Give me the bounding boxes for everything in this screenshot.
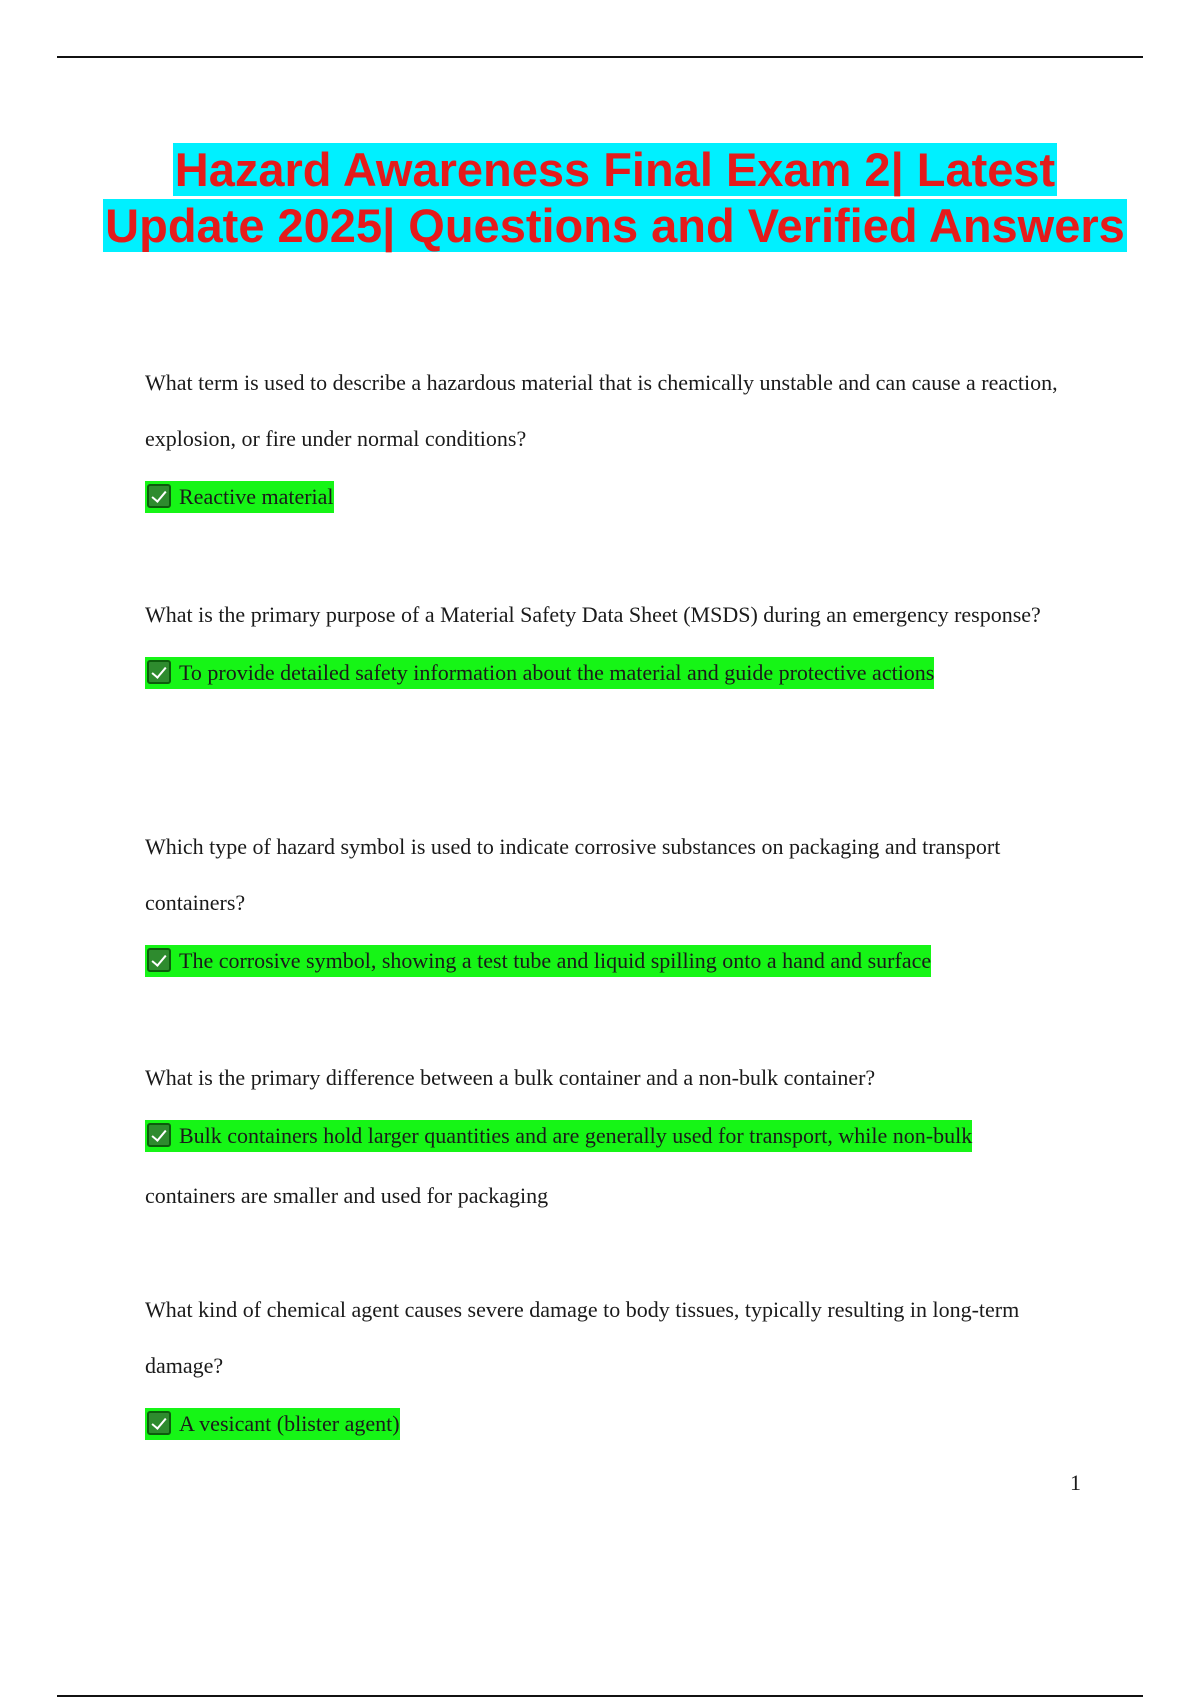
- answer-label: Bulk containers hold larger quantities and are generally used for transport, while non-bulk: [179, 1123, 973, 1148]
- question-text: What is the primary purpose of a Material Safety Data Sheet (MSDS) during an emergency response?: [145, 602, 1041, 627]
- qa-item-1: [145, 355, 1090, 527]
- answer-label: The corrosive symbol, showing a test tube and liquid spilling onto a hand and surface: [179, 948, 932, 973]
- qa-item-3: [145, 819, 1090, 991]
- answer-label: Reactive material: [179, 484, 334, 509]
- answer-label: To provide detailed safety information about the material and guide protective actions: [179, 660, 935, 685]
- answer-continuation: containers are smaller and used for packaging: [145, 1183, 549, 1208]
- question-text: What is the primary difference between a bulk container and a non-bulk container?: [145, 1065, 876, 1090]
- question-text: What kind of chemical agent causes severe damage to body tissues, typically resulting in long-term damage?: [145, 1297, 1020, 1378]
- answer-text: [145, 1394, 1090, 1454]
- question-text: What term is used to describe a hazardous material that is chemically unstable and can cause a reaction, explosion, or fire under normal conditions?: [145, 370, 1058, 451]
- answer-text: [145, 1106, 1090, 1166]
- top-rule: [57, 56, 1143, 58]
- check-box-icon: [147, 1411, 171, 1435]
- answer-text: [145, 643, 1090, 703]
- document-title: [100, 142, 1130, 254]
- qa-item-5: [145, 1282, 1090, 1454]
- page-number: 1: [1070, 1470, 1081, 1495]
- qa-item-2: [145, 587, 1090, 703]
- qa-item-4: [145, 1050, 1090, 1226]
- answer-label: A vesicant (blister agent): [179, 1411, 400, 1436]
- check-box-icon: [147, 1123, 171, 1147]
- check-box-icon: [147, 660, 171, 684]
- answer-text: [145, 467, 1090, 527]
- check-box-icon: [147, 948, 171, 972]
- bottom-rule: [57, 1695, 1143, 1697]
- question-text: Which type of hazard symbol is used to indicate corrosive substances on packaging and transport containers?: [145, 834, 1001, 915]
- document-title-text: Hazard Awareness Final Exam 2| Latest Update 2025| Questions and Verified Answers: [105, 143, 1125, 252]
- answer-text: [145, 931, 1090, 991]
- check-box-icon: [147, 484, 171, 508]
